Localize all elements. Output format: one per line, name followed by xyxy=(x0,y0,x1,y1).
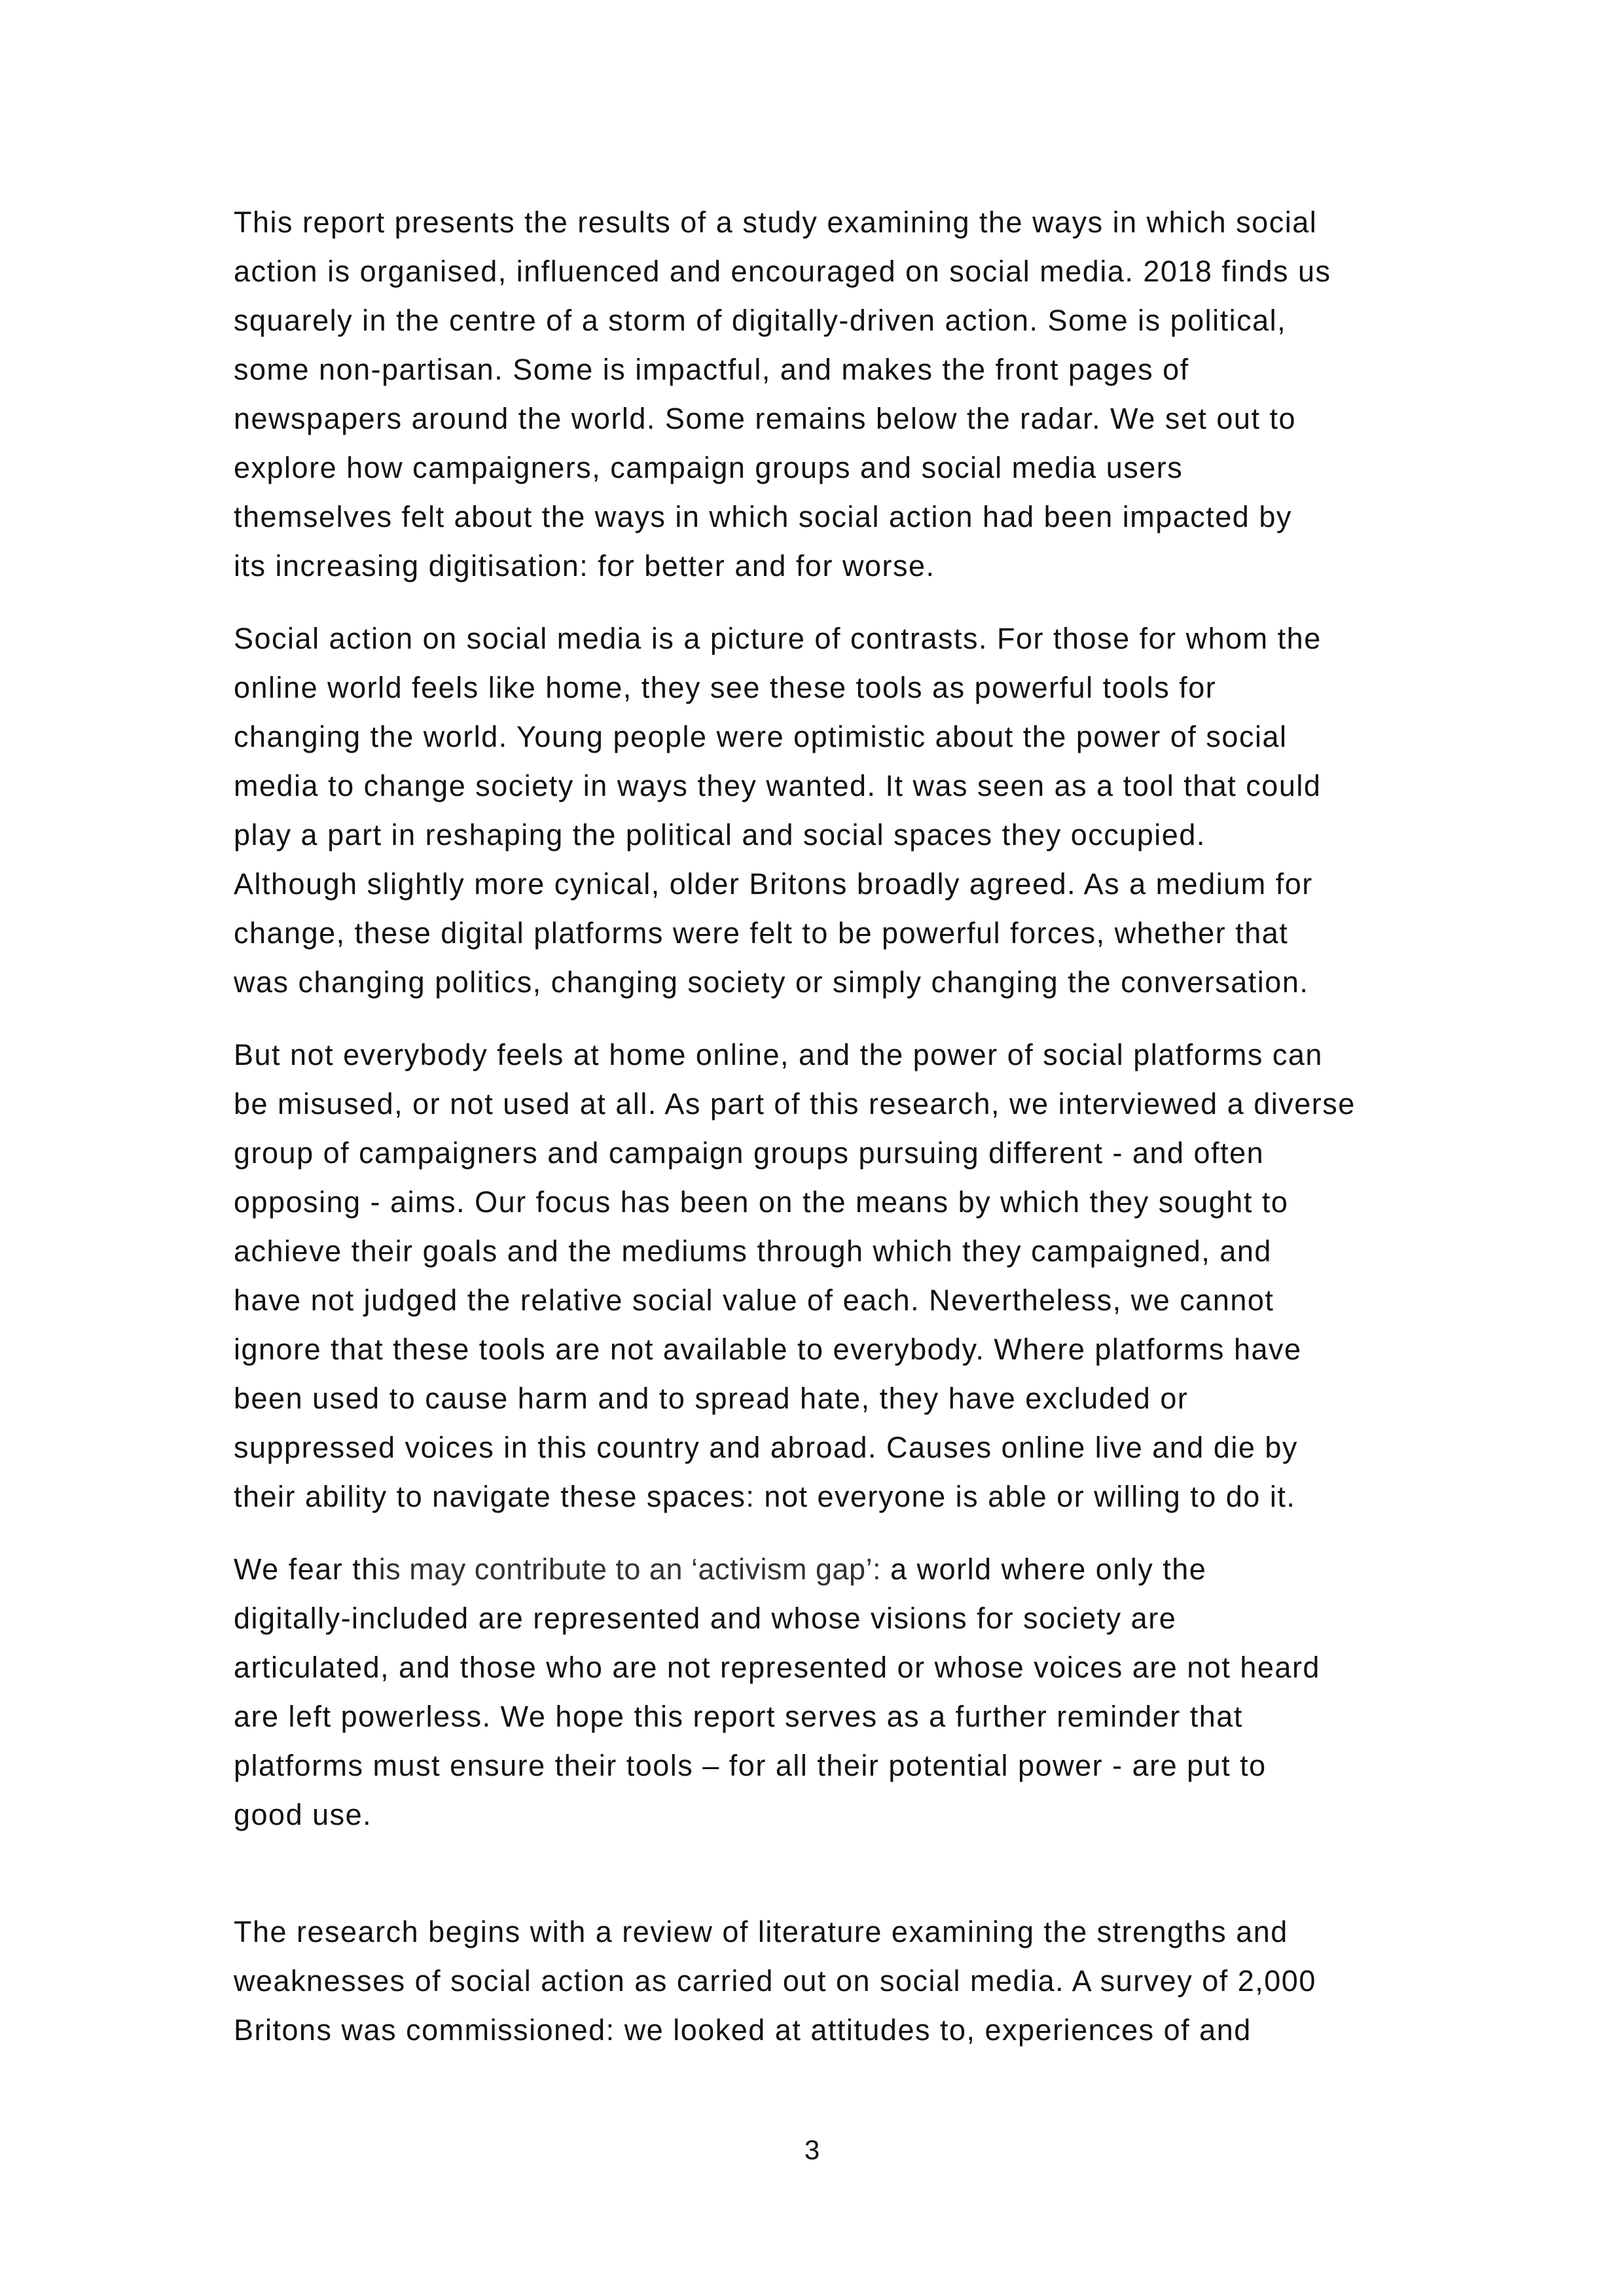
paragraph-activism-gap xyxy=(234,1545,1517,1839)
text-line: articulated, and those who are not represented or whose voices are not heard xyxy=(234,1651,1320,1684)
text-run: a world where only the xyxy=(881,1552,1207,1586)
text-line: are left powerless. We hope this report serves as a further reminder that xyxy=(234,1700,1243,1733)
text-line: play a part in reshaping the political and social spaces they occupied. xyxy=(234,818,1206,852)
page-number: 3 xyxy=(804,2134,820,2165)
text-line xyxy=(234,1545,1517,1594)
text-line: platforms must ensure their tools – for all their potential power - are put to xyxy=(234,1749,1267,1782)
text-line: their ability to navigate these spaces: not everyone is able or willing to do it. xyxy=(234,1480,1296,1513)
text-line: change, these digital platforms were felt to be powerful forces, whether that xyxy=(234,916,1289,950)
text-line: been used to cause harm and to spread hate, they have excluded or xyxy=(234,1382,1189,1415)
paragraph-contrasts xyxy=(234,614,1517,1007)
document-body xyxy=(234,198,1517,2078)
text-line: But not everybody feels at home online, and the power of social platforms can xyxy=(234,1038,1323,1071)
text-line: digitally-included are represented and whose visions for society are xyxy=(234,1602,1177,1635)
text-line: This report presents the results of a study examining the ways in which social xyxy=(234,206,1318,239)
text-line: changing the world. Young people were optimistic about the power of social xyxy=(234,720,1288,753)
paragraph-not-everybody xyxy=(234,1030,1517,1521)
text-line: suppressed voices in this country and abroad. Causes online live and die by xyxy=(234,1431,1298,1464)
text-line: have not judged the relative social value of each. Nevertheless, we cannot xyxy=(234,1283,1274,1317)
text-run: We fear th xyxy=(234,1552,379,1586)
text-line: media to change society in ways they wanted. It was seen as a tool that could xyxy=(234,769,1322,802)
paragraph-research xyxy=(234,1907,1517,2054)
text-line: ignore that these tools are not available to everybody. Where platforms have xyxy=(234,1333,1302,1366)
text-line: its increasing digitisation: for better and for worse. xyxy=(234,549,935,583)
text-line: group of campaigners and campaign groups pursuing different - and often xyxy=(234,1136,1265,1170)
text-line: online world feels like home, they see these tools as powerful tools for xyxy=(234,671,1217,704)
text-line: opposing - aims. Our focus has been on the means by which they sought to xyxy=(234,1185,1289,1219)
text-line: good use. xyxy=(234,1798,372,1831)
text-line: newspapers around the world. Some remains below the radar. We set out to xyxy=(234,402,1296,435)
text-line: some non-partisan. Some is impactful, and makes the front pages of xyxy=(234,353,1189,386)
text-line: explore how campaigners, campaign groups and social media users xyxy=(234,451,1183,484)
text-line: Although slightly more cynical, older Britons broadly agreed. As a medium for xyxy=(234,867,1313,901)
text-run-light: is may contribute to an ‘activism gap’: xyxy=(378,1552,882,1586)
text-line: squarely in the centre of a storm of digitally-driven action. Some is political, xyxy=(234,304,1287,337)
text-line: Social action on social media is a picture of contrasts. For those for whom the xyxy=(234,622,1322,655)
text-line: weaknesses of social action as carried out on social media. A survey of 2,000 xyxy=(234,1964,1316,1998)
text-line: action is organised, influenced and encouraged on social media. 2018 finds us xyxy=(234,255,1331,288)
text-line: The research begins with a review of literature examining the strengths and xyxy=(234,1915,1288,1948)
text-line: achieve their goals and the mediums through which they campaigned, and xyxy=(234,1234,1272,1268)
text-line: was changing politics, changing society or simply changing the conversation. xyxy=(234,965,1309,999)
text-line: themselves felt about the ways in which social action had been impacted by xyxy=(234,500,1292,533)
text-line: be misused, or not used at all. As part of this research, we interviewed a diverse xyxy=(234,1087,1356,1121)
paragraph-intro xyxy=(234,198,1517,590)
text-line: Britons was commissioned: we looked at attitudes to, experiences of and xyxy=(234,2013,1252,2047)
